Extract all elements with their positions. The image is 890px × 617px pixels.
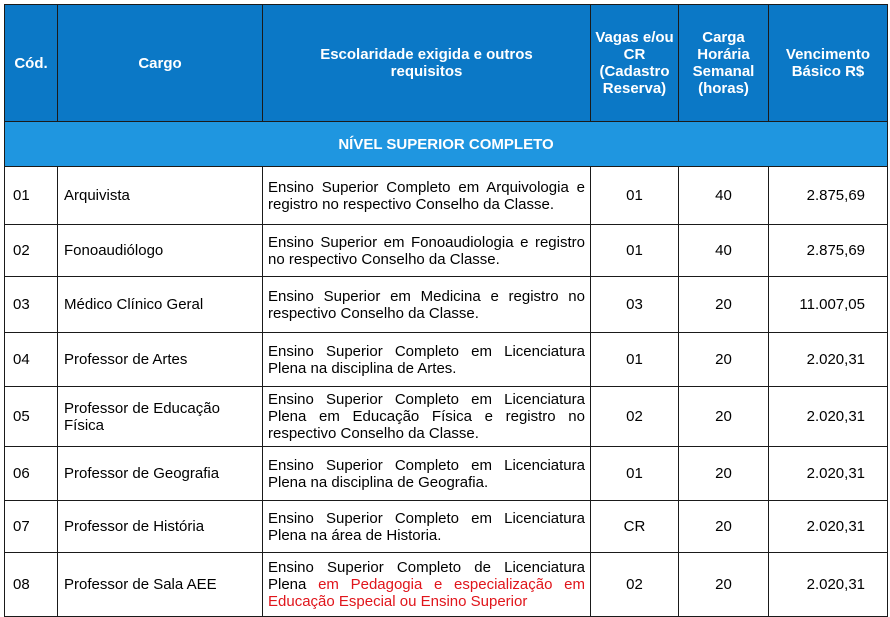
cell-vencimento: 2.020,31 (769, 553, 888, 617)
requisitos-text-highlight: em Pedagogia e especialização em Educação Especial ou Ensino Superior (268, 576, 585, 610)
cell-carga: 20 (679, 447, 769, 501)
cell-vencimento: 2.020,31 (769, 501, 888, 553)
cell-vagas: 03 (591, 277, 679, 333)
section-title: NÍVEL SUPERIOR COMPLETO (5, 122, 888, 167)
table-row (5, 501, 888, 553)
header-vagas: Vagas e/ou CR (Cadastro Reserva) (591, 5, 679, 122)
cell-requisitos (263, 277, 591, 333)
cell-requisitos (263, 553, 591, 617)
cell-vagas: 01 (591, 225, 679, 277)
cell-cargo: Arquivista (58, 167, 263, 225)
table-row (5, 447, 888, 501)
cell-cargo: Professor de Geografia (58, 447, 263, 501)
cell-carga: 20 (679, 501, 769, 553)
cell-carga: 40 (679, 225, 769, 277)
table-row (5, 225, 888, 277)
header-cargo: Cargo (58, 5, 263, 122)
cell-vencimento: 2.020,31 (769, 333, 888, 387)
table-row (5, 387, 888, 447)
cell-cargo: Fonoaudiólogo (58, 225, 263, 277)
table-row (5, 333, 888, 387)
cell-carga: 20 (679, 553, 769, 617)
header-cod: Cód. (5, 5, 58, 122)
requisitos-text: Ensino Superior Completo de Licenciatura Plena (268, 559, 585, 593)
cell-vencimento: 2.875,69 (769, 225, 888, 277)
table-row (5, 553, 888, 617)
cell-vencimento: 2.020,31 (769, 387, 888, 447)
cell-requisitos (263, 387, 591, 447)
cell-vencimento: 11.007,05 (769, 277, 888, 333)
cell-requisitos (263, 167, 591, 225)
cell-cargo: Professor de Educação Física (58, 387, 263, 447)
cell-requisitos (263, 447, 591, 501)
cell-vagas: 01 (591, 167, 679, 225)
table-row (5, 167, 888, 225)
table-row (5, 277, 888, 333)
cell-vagas: 02 (591, 387, 679, 447)
cell-cod: 03 (5, 277, 58, 333)
requisitos-text: Ensino Superior Completo em Licenciatura Plena na área de Historia. (268, 509, 585, 544)
requisitos-text: Ensino Superior em Fonoaudiologia e registro no respectivo Conselho da Classe. (268, 233, 585, 268)
header-escolaridade: Escolaridade exigida e outros requisitos (263, 5, 591, 122)
cell-carga: 20 (679, 387, 769, 447)
cell-cod: 01 (5, 167, 58, 225)
cell-cod: 02 (5, 225, 58, 277)
cell-vagas: 01 (591, 447, 679, 501)
cell-vagas: 01 (591, 333, 679, 387)
cell-cod: 05 (5, 387, 58, 447)
cell-cargo: Professor de História (58, 501, 263, 553)
header-row (5, 5, 888, 122)
cell-vencimento: 2.020,31 (769, 447, 888, 501)
positions-table (4, 4, 888, 617)
cell-cargo: Professor de Sala AEE (58, 553, 263, 617)
cell-requisitos (263, 225, 591, 277)
requisitos-text: Ensino Superior Completo em Licenciatura Plena na disciplina de Geografia. (268, 456, 585, 491)
cell-cargo: Médico Clínico Geral (58, 277, 263, 333)
cell-cargo: Professor de Artes (58, 333, 263, 387)
cell-cod: 08 (5, 553, 58, 617)
cell-vagas: 02 (591, 553, 679, 617)
cell-carga: 20 (679, 333, 769, 387)
cell-cod: 04 (5, 333, 58, 387)
cell-requisitos (263, 333, 591, 387)
section-row (5, 122, 888, 167)
requisitos-text: Ensino Superior Completo em Arquivologia e registro no respectivo Conselho da Classe. (268, 178, 585, 213)
cell-vencimento: 2.875,69 (769, 167, 888, 225)
cell-vagas: CR (591, 501, 679, 553)
cell-cod: 06 (5, 447, 58, 501)
header-vencimento: Vencimento Básico R$ (769, 5, 888, 122)
cell-requisitos (263, 501, 591, 553)
requisitos-text: Ensino Superior Completo em Licenciatura Plena na disciplina de Artes. (268, 342, 585, 377)
cell-carga: 20 (679, 277, 769, 333)
cell-cod: 07 (5, 501, 58, 553)
requisitos-text: Ensino Superior em Medicina e registro no respectivo Conselho da Classe. (268, 287, 585, 322)
header-carga: Carga Horária Semanal (horas) (679, 5, 769, 122)
requisitos-text: Ensino Superior Completo em Licenciatura Plena em Educação Física e registro no respectivo Conselho da Classe. (268, 391, 585, 442)
cell-carga: 40 (679, 167, 769, 225)
